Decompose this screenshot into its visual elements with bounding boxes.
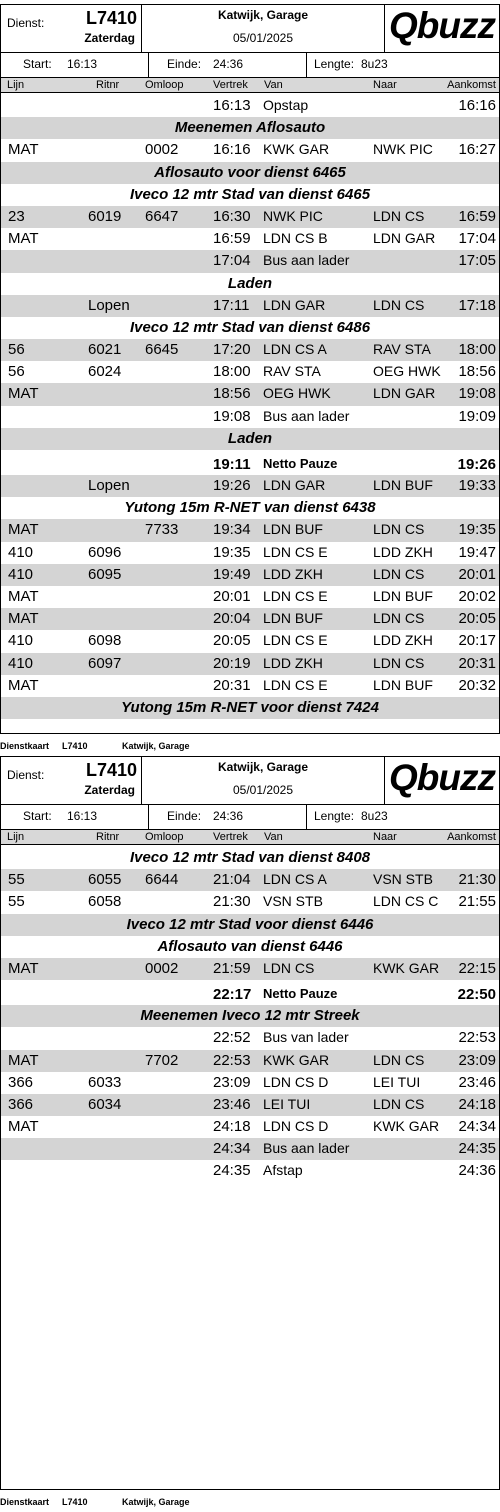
- van-cell: Opstap: [263, 97, 309, 113]
- col-van: Van: [264, 831, 283, 843]
- vertrek-cell: 19:49: [213, 565, 251, 583]
- trip-row: [1, 958, 499, 980]
- van-cell: Afstap: [263, 1162, 303, 1179]
- trip-row: [1, 1072, 499, 1094]
- aankomst-cell: 24:36: [458, 1162, 496, 1180]
- van-cell: LDN BUF: [263, 610, 323, 627]
- ritnr-cell: 6021: [88, 341, 122, 359]
- einde-label: Einde:: [167, 57, 202, 71]
- lijn-cell: MAT: [8, 676, 39, 694]
- trip-row: [1, 1116, 499, 1138]
- van-cell: Bus aan lader: [263, 407, 350, 424]
- lijn-cell: MAT: [8, 1118, 39, 1136]
- col-vertrek: Vertrek: [213, 79, 248, 91]
- section-heading-text: Aflosauto van dienst 6446: [157, 937, 343, 955]
- vertrek-cell: 16:13: [213, 97, 251, 114]
- col-omloop: Omloop: [145, 79, 184, 91]
- trip-row: [1, 228, 499, 250]
- day-label: Zaterdag: [84, 783, 135, 797]
- ritnr-cell: Lopen: [88, 477, 130, 494]
- van-cell: LDN CS: [263, 959, 315, 976]
- lijn-cell: 410: [8, 543, 34, 561]
- van-cell: Bus van lader: [263, 1029, 349, 1046]
- lijn-cell: 410: [8, 632, 34, 650]
- dienst-box: [1, 757, 142, 805]
- ritnr-cell: 6096: [88, 543, 122, 561]
- section-heading: [1, 184, 499, 206]
- trip-row: [1, 1138, 499, 1160]
- aankomst-cell: 19:47: [458, 543, 496, 561]
- lijn-cell: 56: [8, 341, 25, 359]
- omloop-cell: 6645: [145, 341, 179, 359]
- pause-row: [1, 450, 499, 475]
- col-lijn: Lijn: [7, 831, 25, 843]
- section-heading: [1, 428, 499, 450]
- ritnr-cell: 6033: [88, 1073, 122, 1091]
- ritnr-cell: 6098: [88, 632, 122, 650]
- col-aankomst: Aankomst: [447, 831, 496, 843]
- start-label: Start:: [23, 57, 52, 71]
- van-cell: LDN CS A: [263, 871, 327, 888]
- vertrek-cell: 20:04: [213, 610, 251, 628]
- trip-row: [1, 1050, 499, 1072]
- van-cell: Bus aan lader: [263, 252, 350, 269]
- naar-cell: LDN CS: [373, 521, 425, 538]
- vertrek-cell: 23:09: [213, 1073, 251, 1091]
- van-cell: Netto Pauze: [263, 456, 338, 471]
- dienst-code: L7410: [85, 760, 137, 780]
- van-cell: LDD ZKH: [263, 565, 323, 582]
- einde-time: 24:36: [213, 57, 244, 71]
- lijn-cell: MAT: [8, 959, 39, 977]
- vertrek-cell: 20:05: [213, 632, 251, 650]
- section-heading: [1, 317, 499, 339]
- naar-cell: LDD ZKH: [373, 632, 433, 649]
- section-heading: [1, 273, 499, 295]
- aankomst-cell: 19:26: [457, 456, 496, 473]
- vertrek-cell: 23:46: [213, 1095, 251, 1113]
- footer-label: Dienstkaart: [0, 1497, 50, 1507]
- vertrek-cell: 22:52: [213, 1029, 251, 1047]
- section-heading-text: Iveco 12 mtr Stad van dienst 6465: [129, 185, 371, 203]
- trip-row: [1, 1160, 499, 1182]
- footer-location: Katwijk, Garage: [122, 1497, 190, 1507]
- ritnr-cell: 6024: [88, 363, 122, 381]
- trip-row: [1, 1027, 499, 1049]
- vertrek-cell: 19:34: [213, 521, 251, 539]
- aankomst-cell: 16:27: [458, 141, 496, 159]
- trip-row: [1, 95, 499, 117]
- logo-box: [385, 5, 499, 53]
- logo-box: [385, 757, 499, 805]
- dienstkaart-card: [0, 4, 500, 734]
- van-cell: KWK GAR: [263, 1051, 330, 1068]
- trip-row: [1, 361, 499, 383]
- schedule-rows: [1, 95, 499, 719]
- vertrek-cell: 19:35: [213, 543, 251, 561]
- ritnr-cell: Lopen: [88, 296, 130, 314]
- naar-cell: LDN CS: [373, 207, 425, 224]
- vertrek-cell: 24:34: [213, 1140, 251, 1158]
- aankomst-cell: 16:16: [458, 97, 496, 114]
- section-heading-text: Aflosauto voor dienst 6465: [154, 163, 346, 181]
- aankomst-cell: 24:34: [458, 1118, 496, 1136]
- section-heading: [1, 497, 499, 519]
- vertrek-cell: 19:11: [213, 456, 251, 473]
- lijn-cell: MAT: [8, 141, 39, 159]
- service-date: 05/01/2025: [232, 783, 294, 797]
- col-naar: Naar: [373, 831, 397, 843]
- van-cell: Bus aan lader: [263, 1140, 350, 1157]
- vertrek-cell: 21:30: [213, 893, 251, 911]
- lijn-cell: 55: [8, 893, 25, 911]
- lijn-cell: 56: [8, 363, 25, 381]
- ritnr-cell: 6034: [88, 1095, 122, 1113]
- page-footer: [0, 741, 500, 753]
- dienst-box: [1, 5, 142, 53]
- col-lijn: Lijn: [7, 79, 25, 91]
- trip-row: [1, 608, 499, 630]
- omloop-cell: 0002: [145, 141, 179, 159]
- van-cell: LEI TUI: [263, 1095, 311, 1112]
- van-cell: LDN CS E: [263, 632, 328, 649]
- vertrek-cell: 19:26: [213, 477, 251, 494]
- aankomst-cell: 19:09: [458, 407, 496, 425]
- trip-row: [1, 250, 499, 272]
- lijn-cell: 23: [8, 207, 25, 225]
- section-heading: [1, 936, 499, 958]
- van-cell: RAV STA: [263, 363, 321, 380]
- vertrek-cell: 16:30: [213, 207, 251, 225]
- aankomst-cell: 20:01: [458, 565, 496, 583]
- lijn-cell: MAT: [8, 385, 39, 403]
- section-heading-text: Yutong 15m R-NET voor dienst 7424: [121, 698, 379, 716]
- aankomst-cell: 22:50: [457, 986, 496, 1004]
- schedule-rows: [1, 847, 499, 1183]
- col-ritnr: Ritnr: [96, 79, 120, 91]
- naar-cell: LDN CS C: [373, 893, 439, 910]
- trip-row: [1, 630, 499, 652]
- vertrek-cell: 17:11: [213, 296, 250, 314]
- lijn-cell: 366: [8, 1095, 34, 1113]
- lengte-label: Lengte:: [314, 57, 355, 71]
- section-heading: [1, 117, 499, 139]
- aankomst-cell: 24:18: [458, 1095, 496, 1113]
- col-van: Van: [264, 79, 283, 91]
- ritnr-cell: 6019: [88, 207, 122, 225]
- aankomst-cell: 20:32: [458, 676, 496, 694]
- naar-cell: LDN CS: [373, 565, 425, 582]
- omloop-cell: 7702: [145, 1051, 179, 1069]
- van-cell: NWK PIC: [263, 207, 323, 224]
- col-aankomst: Aankomst: [447, 79, 496, 91]
- omloop-cell: 0002: [145, 959, 179, 977]
- trip-row: [1, 519, 499, 541]
- lijn-cell: MAT: [8, 230, 39, 248]
- col-ritnr: Ritnr: [96, 831, 120, 843]
- omloop-cell: 6644: [145, 871, 179, 889]
- vertrek-cell: 19:08: [213, 407, 251, 425]
- vertrek-cell: 18:56: [213, 385, 251, 403]
- vertrek-cell: 24:18: [213, 1118, 251, 1136]
- lijn-cell: 55: [8, 871, 25, 889]
- van-cell: LDN CS D: [263, 1118, 329, 1135]
- vertrek-cell: 22:53: [213, 1051, 251, 1069]
- naar-cell: KWK GAR: [373, 1118, 440, 1135]
- omloop-cell: 6647: [145, 207, 179, 225]
- lijn-cell: 410: [8, 565, 34, 583]
- naar-cell: LDN GAR: [373, 385, 436, 402]
- aankomst-cell: 17:04: [458, 230, 496, 248]
- naar-cell: LDN CS: [373, 1095, 425, 1112]
- footer-code: L7410: [62, 1497, 88, 1507]
- section-heading: [1, 697, 499, 719]
- ritnr-cell: 6095: [88, 565, 122, 583]
- vertrek-cell: 21:04: [213, 871, 251, 889]
- footer-label: Dienstkaart: [0, 741, 50, 751]
- section-heading-text: Yutong 15m R-NET van dienst 6438: [124, 499, 376, 517]
- trip-row: [1, 1094, 499, 1116]
- footer-code: L7410: [62, 741, 88, 751]
- vertrek-cell: 21:59: [213, 959, 251, 977]
- van-cell: KWK GAR: [263, 141, 330, 158]
- section-heading-text: Iveco 12 mtr Stad voor dienst 6446: [126, 915, 374, 933]
- aankomst-cell: 17:05: [458, 252, 496, 270]
- lijn-cell: MAT: [8, 521, 39, 539]
- start-label: Start:: [23, 809, 52, 823]
- ritnr-cell: 6058: [88, 893, 122, 911]
- trip-row: [1, 295, 499, 317]
- aankomst-cell: 20:17: [458, 632, 496, 650]
- lengte-value: 8u23: [361, 809, 388, 823]
- trip-row: [1, 383, 499, 405]
- aankomst-cell: 19:33: [458, 477, 496, 494]
- einde-time: 24:36: [213, 809, 244, 823]
- location-name: Katwijk, Garage: [217, 760, 309, 774]
- einde-label: Einde:: [167, 809, 202, 823]
- vertrek-cell: 20:19: [213, 654, 251, 672]
- naar-cell: KWK GAR: [373, 959, 440, 976]
- vertrek-cell: 18:00: [213, 363, 251, 381]
- aankomst-cell: 19:35: [458, 521, 496, 539]
- naar-cell: LDN BUF: [373, 477, 433, 493]
- section-heading-text: Iveco 12 mtr Stad van dienst 6486: [129, 318, 371, 336]
- aankomst-cell: 21:30: [458, 871, 496, 889]
- aankomst-cell: 22:15: [458, 959, 496, 977]
- page-footer: [0, 1497, 500, 1509]
- naar-cell: OEG HWK: [373, 363, 441, 380]
- col-vertrek: Vertrek: [213, 831, 248, 843]
- vertrek-cell: 16:16: [213, 141, 251, 159]
- trip-row: [1, 206, 499, 228]
- naar-cell: LDN CS: [373, 296, 425, 313]
- van-cell: LDN CS D: [263, 1073, 329, 1090]
- naar-cell: NWK PIC: [373, 141, 433, 158]
- trip-row: [1, 564, 499, 586]
- lijn-cell: MAT: [8, 587, 39, 605]
- naar-cell: LEI TUI: [373, 1073, 421, 1090]
- service-date: 05/01/2025: [232, 31, 294, 45]
- start-time: 16:13: [67, 809, 98, 823]
- trip-row: [1, 542, 499, 564]
- trip-row: [1, 475, 499, 497]
- column-header: [1, 77, 499, 93]
- trip-row: [1, 675, 499, 697]
- naar-cell: VSN STB: [373, 871, 433, 888]
- trip-row: [1, 653, 499, 675]
- section-heading-text: Laden: [227, 274, 273, 292]
- naar-cell: LDN GAR: [373, 230, 436, 247]
- aankomst-cell: 24:35: [458, 1140, 496, 1158]
- col-naar: Naar: [373, 79, 397, 91]
- van-cell: LDN GAR: [263, 296, 326, 313]
- vertrek-cell: 17:04: [213, 252, 251, 270]
- ritnr-cell: 6097: [88, 654, 122, 672]
- aankomst-cell: 20:05: [458, 610, 496, 628]
- trip-row: [1, 339, 499, 361]
- aankomst-cell: 20:31: [458, 654, 496, 672]
- dienstkaart-card: [0, 756, 500, 1490]
- aankomst-cell: 20:02: [458, 587, 496, 605]
- van-cell: VSN STB: [263, 893, 323, 910]
- lijn-cell: MAT: [8, 610, 39, 628]
- vertrek-cell: 20:01: [213, 587, 251, 605]
- location-name: Katwijk, Garage: [217, 8, 309, 22]
- card-header: [1, 757, 499, 829]
- lengte-label: Lengte:: [314, 809, 355, 823]
- van-cell: OEG HWK: [263, 385, 331, 402]
- naar-cell: LDN BUF: [373, 587, 433, 604]
- van-cell: Netto Pauze: [263, 986, 338, 1002]
- trip-row: [1, 891, 499, 913]
- section-heading: [1, 1005, 499, 1027]
- naar-cell: LDN BUF: [373, 676, 433, 693]
- van-cell: LDN CS E: [263, 676, 328, 693]
- aankomst-cell: 23:46: [458, 1073, 496, 1091]
- van-cell: LDN CS E: [263, 543, 328, 560]
- col-omloop: Omloop: [145, 831, 184, 843]
- start-time: 16:13: [67, 57, 98, 71]
- lijn-cell: 410: [8, 654, 34, 672]
- section-heading: [1, 847, 499, 869]
- aankomst-cell: 23:09: [458, 1051, 496, 1069]
- van-cell: LDN BUF: [263, 521, 323, 538]
- naar-cell: LDN CS: [373, 654, 425, 671]
- dienst-label: Dienst:: [7, 16, 45, 30]
- dienstkaart-page-1: [0, 4, 500, 754]
- van-cell: LDN CS A: [263, 341, 327, 358]
- naar-cell: RAV STA: [373, 341, 431, 358]
- aankomst-cell: 18:00: [458, 341, 496, 359]
- card-header: [1, 5, 499, 77]
- vertrek-cell: 24:35: [213, 1162, 251, 1180]
- vertrek-cell: 22:17: [213, 986, 252, 1004]
- aankomst-cell: 19:08: [458, 385, 496, 403]
- location-box: [142, 5, 385, 53]
- aankomst-cell: 18:56: [458, 363, 496, 381]
- dienst-code: L7410: [85, 8, 137, 28]
- van-cell: LDN CS E: [263, 587, 328, 604]
- aankomst-cell: 21:55: [458, 893, 496, 911]
- section-heading: [1, 914, 499, 936]
- naar-cell: LDN CS: [373, 610, 425, 627]
- lijn-cell: 366: [8, 1073, 34, 1091]
- section-heading: [1, 162, 499, 184]
- day-label: Zaterdag: [84, 31, 135, 45]
- location-box: [142, 757, 385, 805]
- footer-location: Katwijk, Garage: [122, 741, 190, 751]
- lengte-value: 8u23: [361, 57, 388, 71]
- section-heading-text: Meenemen Aflosauto: [174, 119, 326, 137]
- trip-row: [1, 406, 499, 428]
- pause-row: [1, 980, 499, 1005]
- section-heading-text: Laden: [227, 429, 273, 447]
- naar-cell: LDD ZKH: [373, 543, 433, 560]
- vertrek-cell: 16:59: [213, 230, 251, 248]
- omloop-cell: 7733: [145, 521, 179, 539]
- qbuzz-logo: Qbuzz: [389, 5, 495, 46]
- aankomst-cell: 16:59: [458, 207, 496, 225]
- column-header: [1, 829, 499, 845]
- van-cell: LDD ZKH: [263, 654, 323, 671]
- aankomst-cell: 17:18: [458, 296, 496, 314]
- lijn-cell: MAT: [8, 1051, 39, 1069]
- naar-cell: LDN CS: [373, 1051, 425, 1068]
- vertrek-cell: 20:31: [213, 676, 251, 694]
- aankomst-cell: 22:53: [458, 1029, 496, 1047]
- trip-row: [1, 586, 499, 608]
- dienst-label: Dienst:: [7, 768, 45, 782]
- vertrek-cell: 17:20: [213, 341, 251, 359]
- qbuzz-logo: Qbuzz: [389, 757, 495, 798]
- van-cell: LDN CS B: [263, 230, 328, 247]
- trip-row: [1, 869, 499, 891]
- section-heading-text: Meenemen Iveco 12 mtr Streek: [140, 1007, 360, 1025]
- dienstkaart-page-2: [0, 756, 500, 1512]
- section-heading-text: Iveco 12 mtr Stad van dienst 8408: [129, 849, 371, 866]
- van-cell: LDN GAR: [263, 477, 326, 493]
- trip-row: [1, 139, 499, 161]
- ritnr-cell: 6055: [88, 871, 122, 889]
